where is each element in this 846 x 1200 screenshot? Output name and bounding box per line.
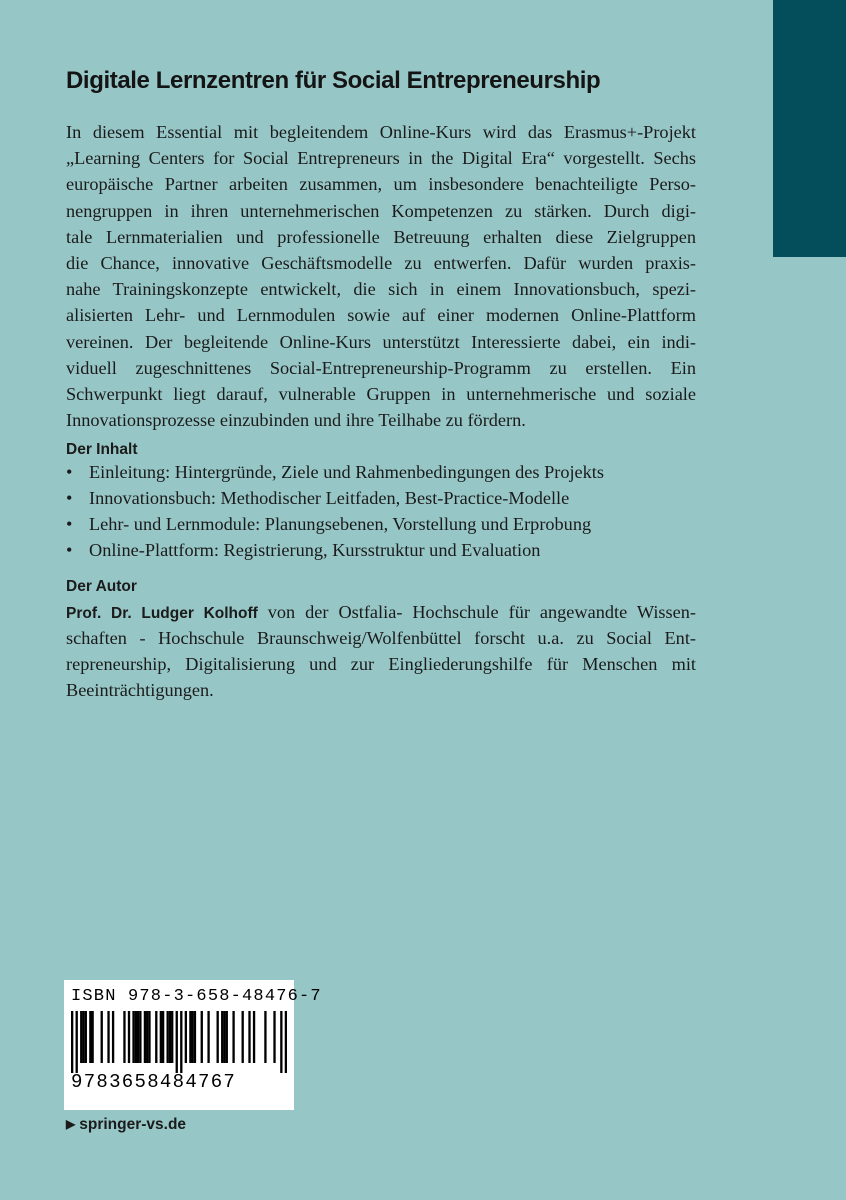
list-item — [66, 459, 604, 485]
description-line: nahe Trainingskonzepte entwickelt, die sich in einem Innovationsbuch, spezi- — [66, 279, 696, 300]
bullet-icon: • — [66, 514, 73, 534]
barcode-bars — [71, 1011, 287, 1063]
barcode-guard-bar — [280, 1063, 282, 1073]
author-heading: Der Autor — [66, 578, 137, 595]
bullet-icon: • — [66, 540, 73, 560]
list-item-text: Online-Plattform: Registrierung, Kursstruktur und Evaluation — [89, 540, 541, 560]
barcode-bar — [137, 1011, 139, 1063]
barcode-bar — [166, 1011, 168, 1063]
list-item-text: Lehr- und Lernmodule: Planungsebenen, Vorstellung und Erprobung — [89, 514, 592, 534]
author-bio-text: von der Ostfalia- Hochschule für angewandte Wissen- — [257, 602, 696, 622]
barcode-bar — [101, 1011, 103, 1063]
description-line: „Learning Centers for Social Entrepreneurs in the Digital Era“ vorgestellt. Sechs — [66, 148, 696, 169]
website-link[interactable] — [66, 1113, 186, 1136]
barcode-bar — [112, 1011, 114, 1063]
accent-bar — [773, 0, 846, 257]
barcode-bar — [80, 1011, 82, 1063]
barcode-bar — [162, 1011, 164, 1063]
description — [66, 119, 696, 433]
list-item-text: Innovationsbuch: Methodischer Leitfaden, Best-Practice-Modelle — [89, 488, 570, 508]
triangle-right-icon: ▶ — [66, 1117, 76, 1131]
barcode-bar — [91, 1011, 93, 1063]
list-item — [66, 511, 604, 537]
barcode-bar — [128, 1011, 130, 1063]
barcode-bar — [107, 1011, 109, 1063]
barcode-bar — [139, 1011, 141, 1063]
description-line: Schwerpunkt liegt darauf, vulnerable Gruppen in unternehmerische und soziale — [66, 383, 696, 404]
barcode-bar — [217, 1011, 219, 1063]
barcode-bar — [185, 1011, 187, 1063]
barcode-bar — [242, 1011, 244, 1063]
barcode-bar — [192, 1011, 194, 1063]
contents-heading: Der Inhalt — [66, 441, 138, 458]
author-bio-line: repreneurship, Digitalisierung und zur Eingliederungshilfe für Menschen mit — [66, 654, 696, 674]
barcode-bar — [226, 1011, 228, 1063]
barcode-bar — [201, 1011, 203, 1063]
barcode-bar — [264, 1011, 266, 1063]
description-line: die Chance, innovative Geschäftsmodelle zu entwerfen. Dafür wurden praxis- — [66, 252, 696, 273]
author-bio-line: schaften - Hochschule Braunschweig/Wolfenbüttel forscht u.a. zu Social Ent- — [66, 628, 696, 648]
author-bio-line — [66, 599, 696, 625]
barcode-bar — [273, 1011, 275, 1063]
description-line: nengruppen in ihren unternehmerischen Kompetenzen zu stärken. Durch digi- — [66, 200, 696, 221]
description-line: tale Lernmaterialien und professionelle Betreuung erhalten diese Zielgruppen — [66, 226, 696, 247]
barcode-guard-bar — [285, 1063, 287, 1073]
website-text: springer-vs.de — [79, 1116, 187, 1133]
barcode-bar — [155, 1011, 157, 1063]
description-line: vereinen. Der begleitende Online-Kurs unterstützt Interessierte dabei, ein indi- — [66, 331, 696, 352]
barcode-bar — [223, 1011, 225, 1063]
barcode-bar — [160, 1011, 162, 1063]
barcode-bar — [169, 1011, 171, 1063]
barcode-bar — [253, 1011, 255, 1063]
author-bio — [66, 599, 696, 703]
barcode-bar — [71, 1011, 73, 1063]
author-name: Prof. Dr. Ludger Kolhoff — [66, 605, 258, 622]
barcode-bar — [248, 1011, 250, 1063]
barcode-bar — [76, 1011, 78, 1063]
barcode-bar — [180, 1011, 182, 1063]
description-line: europäische Partner arbeiten zusammen, um insbesondere benachteiligte Perso- — [66, 174, 696, 195]
list-item — [66, 537, 604, 563]
barcode-bar — [176, 1011, 178, 1063]
barcode-bar — [171, 1011, 173, 1063]
barcode-bar — [146, 1011, 148, 1063]
isbn-barcode — [64, 980, 322, 1110]
book-title: Digitale Lernzentren für Social Entrepreneurship — [66, 67, 601, 94]
barcode-bar — [232, 1011, 234, 1063]
list-item-text: Einleitung: Hintergründe, Ziele und Rahmenbedingungen des Projekts — [89, 462, 604, 482]
description-line: alisierten Lehr- und Lernmodulen sowie auf einer modernen Online-Plattform — [66, 305, 696, 326]
barcode-bar — [189, 1011, 191, 1063]
author-bio-line: Beeinträchtigungen. — [66, 680, 214, 700]
barcode-bar — [132, 1011, 134, 1063]
bullet-icon: • — [66, 488, 73, 508]
barcode-bar — [280, 1011, 282, 1063]
barcode-bar — [194, 1011, 196, 1063]
barcode-bar — [82, 1011, 84, 1063]
barcode-bar — [85, 1011, 87, 1063]
isbn-label: ISBN 978-3-658-48476-7 — [71, 987, 322, 1006]
barcode-bar — [89, 1011, 91, 1063]
barcode-bar — [123, 1011, 125, 1063]
isbn-digits: 9783658484767 — [71, 1071, 237, 1093]
bullet-icon: • — [66, 462, 73, 482]
description-line: viduell zugeschnittenes Social-Entrepreneurship-Programm zu erstellen. Ein — [66, 357, 696, 378]
barcode-bar — [144, 1011, 146, 1063]
barcode-bar — [221, 1011, 223, 1063]
barcode-bar — [285, 1011, 287, 1063]
description-line: In diesem Essential mit begleitendem Online-Kurs wird das Erasmus+-Projekt — [66, 122, 696, 142]
barcode-bar — [135, 1011, 137, 1063]
barcode-bar — [148, 1011, 150, 1063]
description-line: Innovationsprozesse einzubinden und ihre Teilhabe zu fördern. — [66, 410, 526, 431]
contents-list — [66, 459, 604, 563]
list-item — [66, 485, 604, 511]
barcode-bar — [207, 1011, 209, 1063]
